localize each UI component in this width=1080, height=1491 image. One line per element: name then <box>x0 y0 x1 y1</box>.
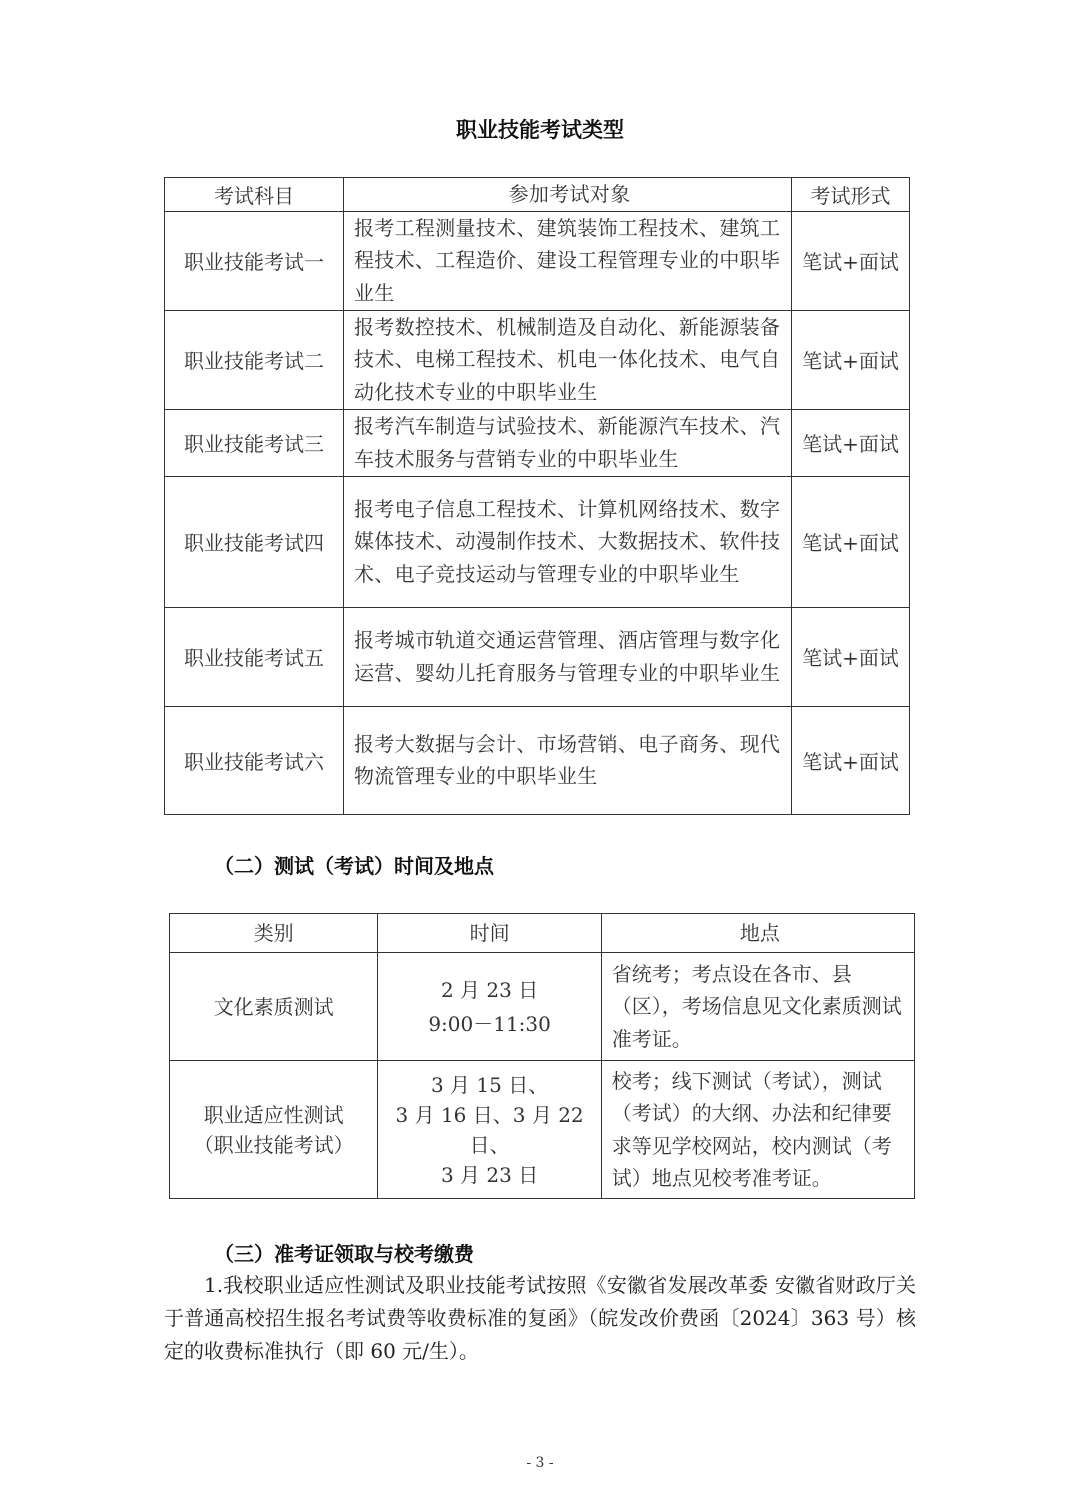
column-header: 类别 <box>170 914 378 953</box>
page-number: - 3 - <box>526 1455 554 1471</box>
table-row <box>165 476 910 607</box>
section-heading: （三）准考证领取与校考缴费 <box>214 1242 474 1266</box>
fee-paragraph: 1.我校职业适应性测试及职业技能考试按照《安徽省发展改革委 安徽省财政厅关于普通高校招生报名考试费等收费标准的复函》（皖发改价费函〔2024〕363 号）核定的收费标准执行（即 60 元/生）。 <box>164 1273 916 1363</box>
time-line: 3 月 16 日、3 月 22 日、 <box>395 1102 584 1157</box>
exam-target-cell: 报考工程测量技术、建筑装饰工程技术、建筑工程技术、工程造价、建设工程管理专业的中职毕业生 <box>343 211 791 310</box>
exam-form-cell: 笔试+面试 <box>792 310 910 409</box>
exam-subject-cell: 职业技能考试五 <box>165 607 344 706</box>
time-cell <box>378 1061 601 1199</box>
exam-form-cell: 笔试+面试 <box>792 211 910 310</box>
category-cell <box>170 953 378 1061</box>
exam-target-cell: 报考大数据与会计、市场营销、电子商务、现代物流管理专业的中职毕业生 <box>343 706 791 814</box>
category-line: 职业适应性测试 <box>203 1102 344 1127</box>
category-line: 文化素质测试 <box>213 994 334 1019</box>
column-header: 参加考试对象 <box>343 178 791 212</box>
place-cell: 校考；线下测试（考试），测试（考试）的大纲、办法和纪律要求等见学校网站，校内测试（考试）地点见校考准考证。 <box>601 1061 914 1199</box>
table-header-row <box>165 178 910 212</box>
exam-form-cell: 笔试+面试 <box>792 706 910 814</box>
exam-form-cell: 笔试+面试 <box>792 409 910 476</box>
exam-target-cell: 报考汽车制造与试验技术、新能源汽车技术、汽车技术服务与营销专业的中职毕业生 <box>343 409 791 476</box>
exam-subject-cell: 职业技能考试一 <box>165 211 344 310</box>
column-header: 考试科目 <box>165 178 344 212</box>
time-line: 9:00－11:30 <box>428 1011 551 1036</box>
column-header: 考试形式 <box>792 178 910 212</box>
body-paragraph <box>164 1269 916 1368</box>
time-cell <box>378 953 601 1061</box>
schedule-table <box>169 913 915 1199</box>
exam-form-cell: 笔试+面试 <box>792 476 910 607</box>
column-header: 时间 <box>378 914 601 953</box>
exam-subject-cell: 职业技能考试三 <box>165 409 344 476</box>
exam-target-cell: 报考数控技术、机械制造及自动化、新能源装备技术、电梯工程技术、机电一体化技术、电气自动化技术专业的中职毕业生 <box>343 310 791 409</box>
table-row <box>165 211 910 310</box>
exam-target-cell: 报考城市轨道交通运营管理、酒店管理与数字化运营、婴幼儿托育服务与管理专业的中职毕业生 <box>343 607 791 706</box>
exam-target-cell: 报考电子信息工程技术、计算机网络技术、数字媒体技术、动漫制作技术、大数据技术、软件技术、电子竞技运动与管理专业的中职毕业生 <box>343 476 791 607</box>
exam-form-cell: 笔试+面试 <box>792 607 910 706</box>
table-row <box>170 953 915 1061</box>
exam-subject-cell: 职业技能考试六 <box>165 706 344 814</box>
table-row <box>170 1061 915 1199</box>
table-row <box>165 607 910 706</box>
table-row <box>165 409 910 476</box>
time-line: 3 月 15 日、 <box>430 1072 549 1097</box>
time-line: 3 月 23 日 <box>440 1162 539 1187</box>
time-line: 2 月 23 日 <box>440 977 539 1002</box>
place-cell: 省统考；考点设在各市、县（区），考场信息见文化素质测试准考证。 <box>601 953 914 1061</box>
category-cell <box>170 1061 378 1199</box>
exam-subject-cell: 职业技能考试二 <box>165 310 344 409</box>
table-row <box>165 706 910 814</box>
table-row <box>165 310 910 409</box>
page-title: 职业技能考试类型 <box>456 118 624 142</box>
exam-subject-cell: 职业技能考试四 <box>165 476 344 607</box>
table-header-row <box>170 914 915 953</box>
category-line: （职业技能考试） <box>193 1132 354 1157</box>
exam-type-table <box>164 177 910 815</box>
column-header: 地点 <box>601 914 914 953</box>
section-heading: （二）测试（考试）时间及地点 <box>214 854 494 878</box>
